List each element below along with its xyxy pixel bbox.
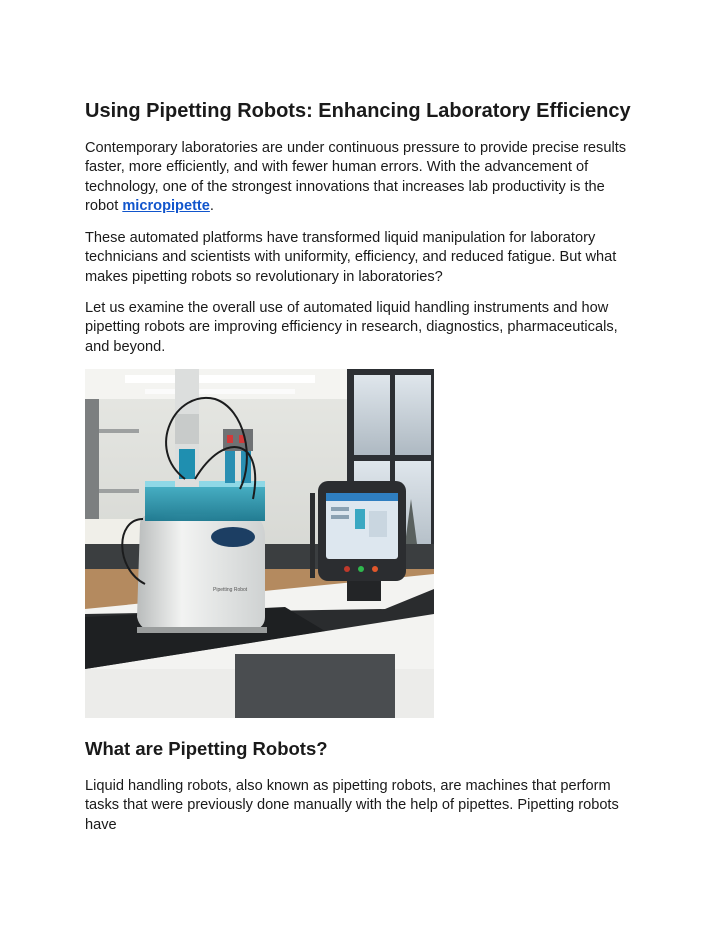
intro-text: Contemporary laboratories are under continuous pressure to provide precise results faster, more efficiently, and with fewer human errors. With the advancement of technology, one of the strongest innovations that increases lab productivity is the robot [85,140,627,214]
intro-paragraph [85,139,635,216]
device-label: Pipetting Robot [213,587,248,593]
paragraph-3: Let us examine the overall use of automated liquid handling instruments and how pipetting robots are improving efficiency in research, diagnostics, pharmaceuticals, and beyond. [85,300,618,355]
paragraph-4: Liquid handling robots, also known as pipetting robots, are machines that perform tasks that were previously done manually with the help of pipettes. Pipetting robots have [85,778,619,833]
micropipette-link[interactable]: micropipette [122,197,210,214]
section-heading: What are Pipetting Robots? [85,738,328,759]
intro-text-end: . [209,197,214,214]
paragraph-2: These automated platforms have transformed liquid manipulation for laboratory technicians and scientists with uniformity, efficiency, and reduced fatigue. But what makes pipetting robots so revolutionary in laboratories? [85,230,617,285]
article-title: Using Pipetting Robots: Enhancing Laboratory Efficiency [85,100,631,122]
pipetting-robot-photo [85,369,434,718]
